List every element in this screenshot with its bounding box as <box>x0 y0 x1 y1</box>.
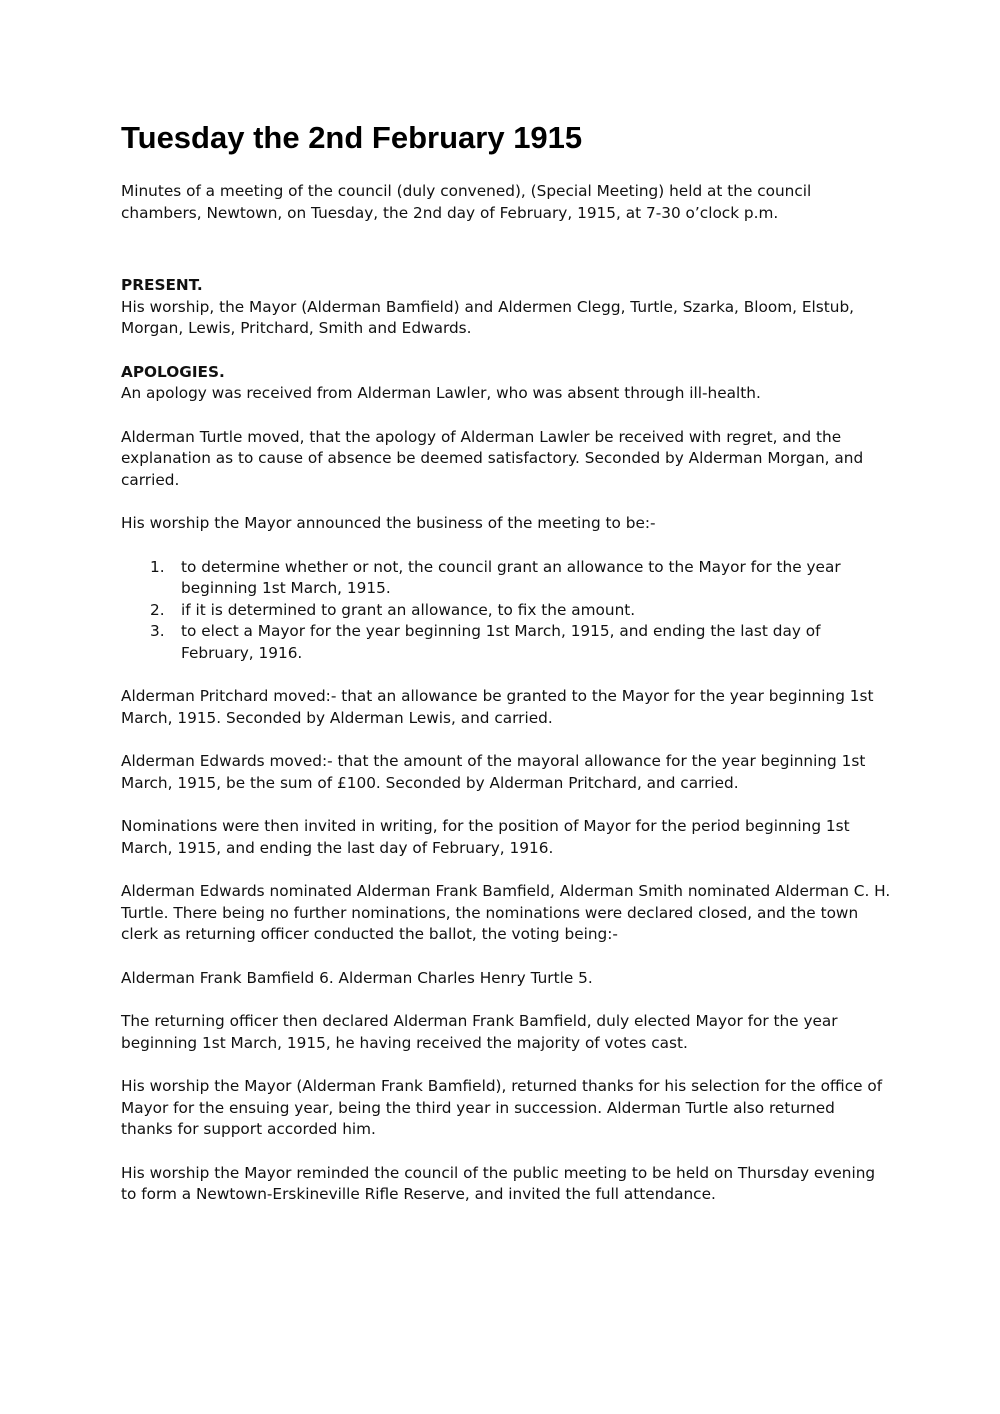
paragraph-nominations-invited: Nominations were then invited in writing, for the position of Mayor for the period beginning 1st March, 1915, and ending the last day of February, 1916. <box>121 817 850 857</box>
present-heading: PRESENT. <box>121 276 203 294</box>
list-item-number: 2. <box>150 600 165 619</box>
paragraph-nominations: Alderman Edwards nominated Alderman Frank Bamfield, Alderman Smith nominated Alderman C. H. Turtle. There being no further nominations, the nominations were declared closed, and the town clerk as returning officer conducted the ballot, the voting being:- <box>121 882 891 943</box>
paragraph-allowance-amount: Alderman Edwards moved:- that the amount of the mayoral allowance for the year beginning 1st March, 1915, be the sum of £100. Seconded by Alderman Pritchard, and carried. <box>121 752 866 792</box>
paragraph-vote-result: Alderman Frank Bamfield 6. Alderman Charles Henry Turtle 5. <box>121 968 593 987</box>
list-item <box>121 600 891 622</box>
list-item-text: to determine whether or not, the council grant an allowance to the Mayor for the year beginning 1st March, 1915. <box>181 557 841 597</box>
apologies-paragraph: An apology was received from Alderman Lawler, who was absent through ill-health. <box>121 384 761 402</box>
list-item-number: 3. <box>150 622 165 640</box>
list-item <box>121 621 891 664</box>
paragraph-declaration: The returning officer then declared Alderman Frank Bamfield, duly elected Mayor for the year beginning 1st March, 1915, he having received the majority of votes cast. <box>121 1012 838 1052</box>
list-item-text: if it is determined to grant an allowance, to fix the amount. <box>181 600 636 619</box>
apologies-heading: APOLOGIES. <box>121 362 225 381</box>
paragraph-business-announcement: His worship the Mayor announced the business of the meeting to be:- <box>121 514 656 532</box>
paragraph-allowance-motion: Alderman Pritchard moved:- that an allowance be granted to the Mayor for the year beginning 1st March, 1915. Seconded by Alderman Lewis, and carried. <box>121 687 874 727</box>
page-title: Tuesday the 2nd February 1915 <box>121 120 583 155</box>
list-item-number: 1. <box>150 557 165 576</box>
document-page <box>121 118 891 1206</box>
business-list <box>121 557 891 665</box>
list-item <box>121 557 891 600</box>
paragraph-apology-motion: Alderman Turtle moved, that the apology of Alderman Lawler be received with regret, and the explanation as to cause of absence be deemed satisfactory. Seconded by Alderman Morgan, and carried. <box>121 427 864 489</box>
intro-paragraph: Minutes of a meeting of the council (duly convened), (Special Meeting) held at the council chambers, Newtown, on Tuesday, the 2nd day of February, 1915, at 7-30 o’clock p.m. <box>121 182 812 222</box>
list-item-text: to elect a Mayor for the year beginning 1st March, 1915, and ending the last day of February, 1916. <box>181 622 821 662</box>
present-paragraph: His worship, the Mayor (Alderman Bamfield) and Aldermen Clegg, Turtle, Szarka, Bloom, Elstub, Morgan, Lewis, Pritchard, Smith and Edwards. <box>121 297 855 337</box>
paragraph-public-meeting: His worship the Mayor reminded the council of the public meeting to be held on Thursday evening to form a Newtown-Erskineville Rifle Reserve, and invited the full attendance. <box>121 1163 876 1203</box>
paragraph-thanks: His worship the Mayor (Alderman Frank Bamfield), returned thanks for his selection for the office of Mayor for the ensuing year, being the third year in succession. Alderman Turtle also returned thanks for support accorded him. <box>121 1077 883 1138</box>
